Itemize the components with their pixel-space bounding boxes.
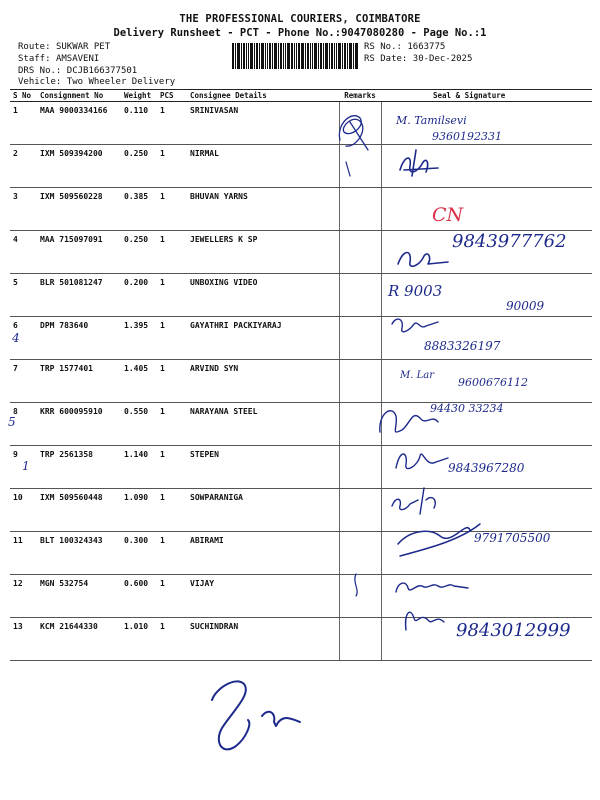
row-pcs: 1 [157, 403, 187, 446]
table-row [10, 532, 592, 575]
row-sno: 9 [10, 446, 37, 489]
hw-row4-phone: 9843977762 [452, 231, 567, 252]
row-consignee: NIRMAL [187, 145, 339, 188]
vehicle-value: Two Wheeler Delivery [66, 77, 176, 87]
table-row [10, 317, 592, 360]
header-consignment: Consignment No [37, 90, 121, 102]
row-sno: 4 [10, 231, 37, 274]
rs-date-line [364, 54, 472, 64]
drs-line [18, 66, 137, 76]
row-pcs: 1 [157, 102, 187, 145]
row-consignee: UNBOXING VIDEO [187, 274, 339, 317]
hw-row9-phone: 9843967280 [448, 461, 525, 475]
row-sno: 10 [10, 489, 37, 532]
hw-row3-text: CN [432, 204, 464, 226]
row-pcs: 1 [157, 188, 187, 231]
route-value: SUKWAR PET [55, 42, 111, 52]
row-sno: 6 [10, 317, 37, 360]
row-weight: 0.600 [121, 575, 157, 618]
vehicle-label: Vehicle: [18, 77, 62, 87]
row-consignee: SOWPARANIGA [187, 489, 339, 532]
table-row [10, 274, 592, 317]
table-row [10, 188, 592, 231]
row-pcs: 1 [157, 231, 187, 274]
hw-row13-phone: 9843012999 [456, 620, 571, 641]
route-line [18, 42, 110, 52]
row-signature [381, 102, 592, 145]
runsheet-subtitle: Delivery Runsheet - PCT - Phone No.:9047080280 - Page No.:1 [113, 27, 487, 39]
row-remarks [339, 274, 381, 317]
hw-row8-text: 94430 33234 [430, 402, 504, 415]
row-sno: 12 [10, 575, 37, 618]
row-weight: 0.250 [121, 145, 157, 188]
table-row [10, 145, 592, 188]
row-remarks [339, 618, 381, 661]
row-signature [381, 575, 592, 618]
row-pcs: 1 [157, 532, 187, 575]
row-consignee: STEPEN [187, 446, 339, 489]
table-row [10, 231, 592, 274]
row-consignment-no: MAA 9000334166 [37, 102, 121, 145]
row-consignment-no: DPM 783640 [37, 317, 121, 360]
barcode [232, 43, 358, 69]
row-sno: 13 [10, 618, 37, 661]
row-weight: 0.250 [121, 231, 157, 274]
row-pcs: 1 [157, 317, 187, 360]
row-weight: 1.405 [121, 360, 157, 403]
row-weight: 0.300 [121, 532, 157, 575]
row-weight: 0.200 [121, 274, 157, 317]
rs-no-value: 1663775 [407, 42, 446, 52]
table-header-row [10, 90, 592, 102]
hw-row6-phone: 8883326197 [424, 339, 501, 353]
row-consignment-no: MAA 715097091 [37, 231, 121, 274]
row-consignment-no: BLT 100324343 [37, 532, 121, 575]
row-remarks [339, 317, 381, 360]
row-sno: 5 [10, 274, 37, 317]
row-remarks [339, 102, 381, 145]
header-pcs: PCS [157, 90, 187, 102]
row-consignment-no: IXM 509560228 [37, 188, 121, 231]
row-signature [381, 403, 592, 446]
route-label: Route: [18, 42, 51, 52]
row-remarks [339, 489, 381, 532]
row-consignee: GAYATHRI PACKIYARAJ [187, 317, 339, 360]
staff-signature [212, 681, 300, 749]
table-row [10, 360, 592, 403]
header-sno: S No [10, 90, 37, 102]
hw-row1-phone: 9360192331 [432, 130, 502, 143]
row-consignment-no: BLR 501081247 [37, 274, 121, 317]
row-consignment-no: MGN 532754 [37, 575, 121, 618]
staff-line [18, 54, 99, 64]
margin-mark-9: 1 [22, 459, 30, 473]
row-consignee: ABIRAMI [187, 532, 339, 575]
row-weight: 1.140 [121, 446, 157, 489]
row-signature [381, 360, 592, 403]
row-signature [381, 618, 592, 661]
hw-row1-name: M. Tamilsevi [396, 114, 467, 127]
hw-row5-text: R 9003 [388, 282, 443, 300]
row-signature [381, 188, 592, 231]
staff-label: Staff: [18, 54, 51, 64]
hw-row5-num: 90009 [506, 299, 545, 313]
hw-row11-phone: 9791705500 [474, 531, 551, 545]
row-signature [381, 532, 592, 575]
drs-label: DRS No.: [18, 66, 62, 76]
rs-date-value: 30-Dec-2025 [412, 54, 473, 64]
row-consignment-no: TRP 1577401 [37, 360, 121, 403]
row-remarks [339, 403, 381, 446]
row-signature [381, 317, 592, 360]
row-consignment-no: IXM 509560448 [37, 489, 121, 532]
row-remarks [339, 360, 381, 403]
row-sno: 7 [10, 360, 37, 403]
staff-value: AMSAVENI [55, 54, 100, 64]
row-consignment-no: KCM 21644330 [37, 618, 121, 661]
row-pcs: 1 [157, 145, 187, 188]
row-consignee: BHUVAN YARNS [187, 188, 339, 231]
row-pcs: 1 [157, 618, 187, 661]
row-weight: 0.385 [121, 188, 157, 231]
hw-row7-text: M. Lar [400, 370, 434, 381]
row-consignee: SUCHINDRAN [187, 618, 339, 661]
row-consignment-no: KRR 600095910 [37, 403, 121, 446]
row-signature [381, 274, 592, 317]
row-consignment-no: TRP 2561358 [37, 446, 121, 489]
runsheet-table [10, 89, 592, 661]
table-row [10, 102, 592, 145]
drs-value: DCJB166377501 [66, 66, 138, 76]
row-sno: 11 [10, 532, 37, 575]
row-remarks [339, 532, 381, 575]
row-weight: 0.110 [121, 102, 157, 145]
header-weight: Weight [121, 90, 157, 102]
row-consignee: ARVIND SYN [187, 360, 339, 403]
row-remarks [339, 575, 381, 618]
rs-date-label: RS Date: [364, 54, 408, 64]
row-remarks [339, 231, 381, 274]
row-weight: 0.550 [121, 403, 157, 446]
runsheet-table-wrap [10, 89, 592, 653]
rs-no-label: RS No.: [364, 42, 402, 52]
table-row [10, 446, 592, 489]
row-signature [381, 446, 592, 489]
header-seal-signature: Seal & Signature [381, 90, 592, 102]
row-pcs: 1 [157, 274, 187, 317]
row-signature [381, 231, 592, 274]
header-consignee: Consignee Details [187, 90, 339, 102]
vehicle-line [18, 77, 175, 87]
row-pcs: 1 [157, 575, 187, 618]
header-remarks: Remarks [339, 90, 381, 102]
row-weight: 1.395 [121, 317, 157, 360]
table-body [10, 102, 592, 661]
row-pcs: 1 [157, 360, 187, 403]
row-sno: 8 [10, 403, 37, 446]
table-row [10, 403, 592, 446]
row-consignment-no: IXM 509394200 [37, 145, 121, 188]
row-consignee: JEWELLERS K SP [187, 231, 339, 274]
table-row [10, 575, 592, 618]
row-pcs: 1 [157, 446, 187, 489]
rs-no-line [364, 42, 445, 52]
row-weight: 1.090 [121, 489, 157, 532]
table-row [10, 489, 592, 532]
row-pcs: 1 [157, 489, 187, 532]
row-consignee: SRINIVASAN [187, 102, 339, 145]
row-remarks [339, 145, 381, 188]
row-sno: 1 [10, 102, 37, 145]
margin-mark-8: 5 [8, 415, 16, 429]
company-title: THE PROFESSIONAL COURIERS, COIMBATORE [179, 13, 421, 25]
row-weight: 1.010 [121, 618, 157, 661]
table-row [10, 618, 592, 661]
hw-row7-phone: 9600676112 [458, 376, 528, 389]
row-signature [381, 145, 592, 188]
row-remarks [339, 188, 381, 231]
margin-mark-6: 4 [12, 331, 20, 345]
row-sno: 3 [10, 188, 37, 231]
row-sno: 2 [10, 145, 37, 188]
row-signature [381, 489, 592, 532]
row-consignee: VIJAY [187, 575, 339, 618]
row-consignee: NARAYANA STEEL [187, 403, 339, 446]
row-remarks [339, 446, 381, 489]
